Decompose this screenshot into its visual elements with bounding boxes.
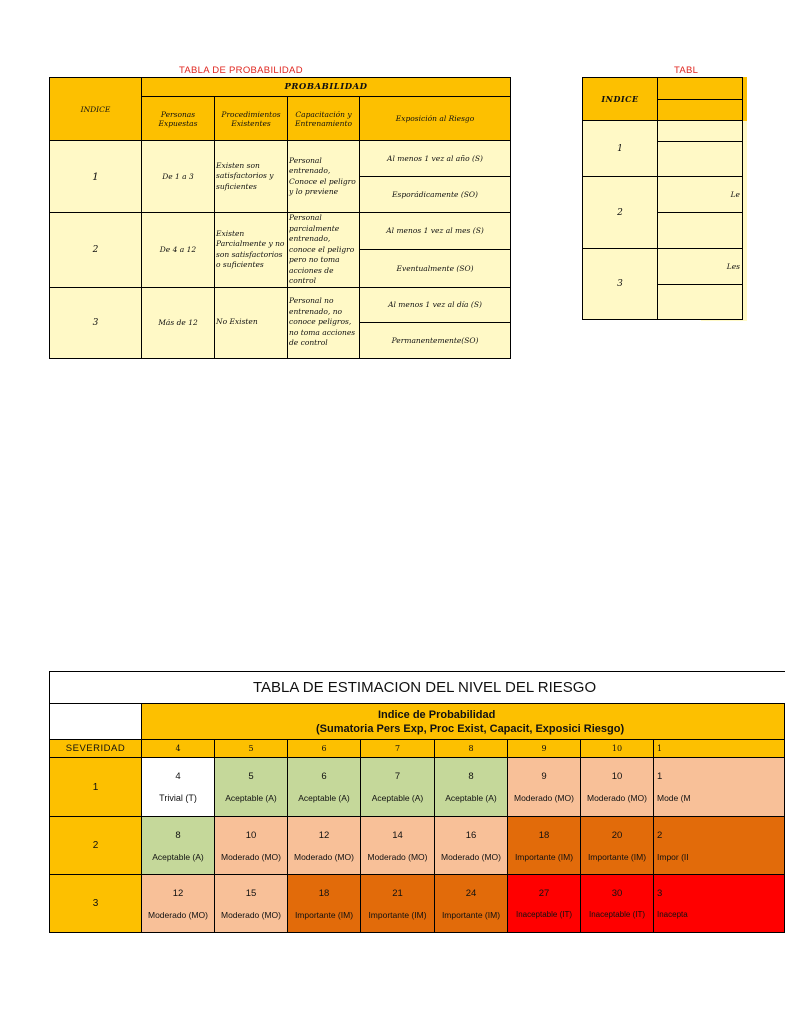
severity-row-2-indice: 2 [583, 177, 658, 249]
prob-index-4: 8 [435, 740, 508, 758]
risk-table [49, 671, 785, 933]
risk-cell [508, 875, 581, 933]
risk-cell-value: 9 [541, 771, 547, 782]
risk-cell [654, 817, 785, 875]
risk-table-title: TABLA DE ESTIMACION DEL NIVEL DEL RIESGO [50, 672, 785, 704]
risk-cell-value: 15 [245, 887, 257, 899]
risk-cell [142, 875, 215, 933]
risk-cell-label: Aceptable (A) [225, 793, 277, 803]
risk-cell [435, 758, 508, 817]
risk-cell-label: Aceptable (A) [298, 793, 350, 803]
risk-cell [288, 875, 361, 933]
risk-cell [654, 875, 785, 933]
row-1-indice: 1 [50, 141, 142, 213]
col-header-procedimientos: Procedimientos Existentes [215, 97, 288, 141]
severity-header-bottom [658, 100, 743, 121]
prob-index-header-line1: Indice de Probabilidad [378, 708, 496, 721]
risk-cell-label: Mode (M [657, 793, 691, 803]
prob-index-0: 4 [142, 740, 215, 758]
risk-cell-value: 8 [468, 771, 474, 782]
prob-index-2: 6 [288, 740, 361, 758]
severity-1: 1 [50, 758, 142, 817]
severity-indice-header: INDICE [583, 78, 658, 121]
risk-cell-value: 1 [657, 771, 663, 782]
severity-row-1-cell-b [658, 142, 743, 177]
severity-header-top [658, 78, 743, 100]
severity-row-2-cell-b [658, 213, 743, 249]
risk-cell-value: 24 [465, 887, 477, 899]
severity-row-3-cell-b [658, 285, 743, 320]
severity-row-3-indice: 3 [583, 249, 658, 320]
prob-index-7: 1 [654, 740, 785, 758]
risk-cell [288, 758, 361, 817]
row-2-indice: 2 [50, 213, 142, 288]
row-2-personas: De 4 a 12 [142, 213, 215, 288]
severidad-header: SEVERIDAD [50, 740, 142, 758]
risk-cell-value: 14 [392, 829, 403, 841]
risk-cell-label: Aceptable (A) [445, 793, 497, 803]
row-3-indice: 3 [50, 287, 142, 358]
risk-cell [215, 817, 288, 875]
risk-cell [508, 758, 581, 817]
severity-table-title: TABL [674, 65, 699, 76]
risk-cell-value: 12 [318, 829, 330, 841]
risk-cell-value: 27 [538, 887, 550, 899]
row-3-capacitacion: Personal no entrenado, no conoce peligros, no toma acciones de control [288, 287, 360, 358]
risk-cell-label: Importante (IM) [514, 851, 574, 862]
risk-cell [581, 758, 654, 817]
risk-cell-label: Inacepta [657, 909, 688, 919]
col-header-exposicion: Exposición al Riesgo [360, 97, 511, 141]
risk-cell-label: Moderado (MO) [221, 851, 281, 862]
row-2-exposicion-s: Al menos 1 vez al mes (S) [360, 213, 511, 250]
risk-cell [435, 817, 508, 875]
risk-cell [215, 758, 288, 817]
risk-cell-label: Moderado (MO) [441, 851, 501, 862]
col-header-capacitacion: Capacitación y Entrenamiento [288, 97, 360, 141]
risk-cell-value: 5 [248, 771, 254, 782]
row-3-personas: Más de 12 [142, 287, 215, 358]
prob-index-header [142, 704, 785, 740]
risk-cell-value: 10 [611, 771, 623, 782]
row-2-capacitacion: Personal parcialmente entrenado, conoce el peligro pero no toma acciones de control [288, 213, 360, 288]
risk-cell-value: 7 [394, 771, 401, 782]
probabilidad-header: PROBABILIDAD [142, 78, 511, 97]
risk-cell-label: Inaceptable (IT) [515, 909, 573, 919]
risk-cell-label: Moderado (MO) [587, 793, 647, 803]
severity-3: 3 [50, 875, 142, 933]
indice-header: INDICE [50, 78, 142, 141]
severity-row-1-cell-a [658, 121, 743, 142]
risk-cell-value: 20 [611, 829, 623, 841]
severity-table [582, 77, 743, 320]
risk-table-clip [49, 671, 702, 933]
row-1-personas: De 1 a 3 [142, 141, 215, 213]
severity-row-2-cell-a: Le [658, 177, 743, 213]
risk-cell-value: 3 [657, 887, 663, 899]
risk-cell [142, 758, 215, 817]
risk-cell-value: 8 [175, 829, 181, 841]
risk-cell-label: Inaceptable (IT) [588, 909, 646, 919]
risk-table-corner [50, 704, 142, 740]
risk-cell [435, 875, 508, 933]
risk-cell-value: 6 [321, 771, 327, 782]
prob-index-5: 9 [508, 740, 581, 758]
row-2-procedimientos: Existen Parcialmente y no son satisfactorios o suficientes [215, 213, 288, 288]
risk-cell [361, 875, 435, 933]
severity-row-3-cell-a: Les [658, 249, 743, 285]
row-1-exposicion-s: Al menos 1 vez al año (S) [360, 141, 511, 177]
row-2-exposicion-so: Eventualmente (SO) [360, 249, 511, 287]
risk-cell-value: 21 [392, 887, 403, 899]
risk-cell-label: Moderado (MO) [514, 793, 574, 803]
risk-cell-label: Moderado (MO) [148, 909, 208, 920]
risk-row [50, 758, 785, 817]
row-3-procedimientos: No Existen [215, 287, 288, 358]
risk-cell-label: Aceptable (A) [371, 793, 424, 803]
risk-cell-value: 30 [611, 887, 623, 899]
risk-cell-value: 10 [245, 829, 257, 841]
risk-cell-label: Trivial (T) [159, 793, 197, 803]
severity-row-1-indice: 1 [583, 121, 658, 177]
prob-index-1: 5 [215, 740, 288, 758]
risk-cell-label: Aceptable (A) [152, 851, 204, 862]
risk-cell-value: 16 [465, 829, 477, 841]
risk-cell-value: 18 [318, 887, 330, 899]
row-1-capacitacion: Personal entrenado, Conoce el peligro y lo previene [288, 141, 360, 213]
risk-cell-label: Importante (IM) [368, 909, 427, 920]
risk-row [50, 875, 785, 933]
prob-index-3: 7 [361, 740, 435, 758]
risk-cell [508, 817, 581, 875]
risk-cell-value: 12 [172, 887, 184, 899]
risk-cell [215, 875, 288, 933]
risk-cell-label: Importante (IM) [441, 909, 501, 920]
risk-cell [361, 817, 435, 875]
risk-cell [288, 817, 361, 875]
row-3-exposicion-so: Permanentemente(SO) [360, 322, 511, 358]
prob-index-6: 10 [581, 740, 654, 758]
risk-cell-value: 2 [657, 829, 663, 841]
prob-index-header-line2: (Sumatoria Pers Exp, Proc Exist, Capacit, Exposici Riesgo) [316, 722, 625, 735]
risk-cell-label: Importante (IM) [294, 909, 354, 920]
col-header-personas: Personas Expuestas [142, 97, 215, 141]
severity-2: 2 [50, 817, 142, 875]
risk-cell [142, 817, 215, 875]
risk-cell-label: Moderado (MO) [294, 851, 354, 862]
risk-cell-value: 4 [175, 771, 181, 782]
probability-table [49, 77, 511, 359]
risk-cell-label: Impor (II [657, 851, 689, 862]
risk-cell [361, 758, 435, 817]
risk-cell-label: Moderado (MO) [221, 909, 281, 920]
severity-table-clip [582, 77, 740, 321]
risk-row [50, 817, 785, 875]
risk-cell-value: 18 [538, 829, 550, 841]
risk-cell-label: Moderado (MO) [367, 851, 428, 862]
risk-cell [654, 758, 785, 817]
row-1-procedimientos: Existen son satisfactorios y suficientes [215, 141, 288, 213]
probability-table-title: TABLA DE PROBABILIDAD [179, 65, 303, 76]
row-3-exposicion-s: Al menos 1 vez al día (S) [360, 287, 511, 322]
risk-cell-label: Importante (IM) [587, 851, 647, 862]
risk-cell [581, 875, 654, 933]
row-1-exposicion-so: Esporádicamente (SO) [360, 177, 511, 213]
risk-cell [581, 817, 654, 875]
